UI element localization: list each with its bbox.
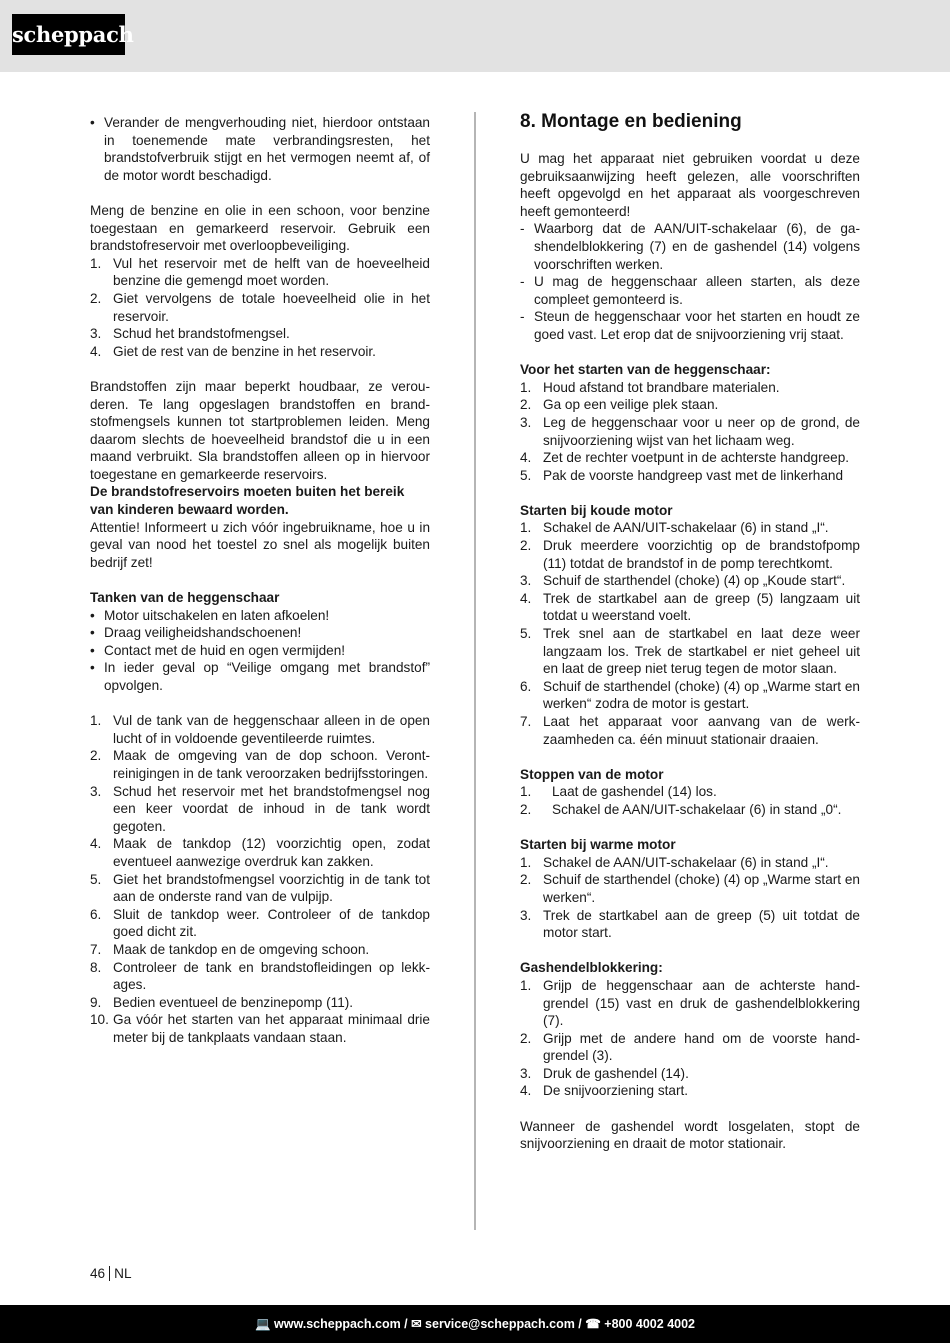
footer-contact-bar [0, 1305, 950, 1343]
list-item: 9. Bedien eventueel de benzinepomp (11). [90, 994, 354, 1010]
paragraph-mixing: Meng de benzine en olie in een schoon, voor benzine toegestaan en gemarkeerd reservoir. Gebruik een brandstofreservoir met overloopbeveiliging. [90, 202, 430, 254]
list-item: 3. Druk de gashendel (14). [520, 1065, 689, 1081]
list-item: 2. Grijp met de andere hand om de voorste handgrendel (3). [520, 1030, 860, 1064]
voor-starten-list [520, 379, 860, 485]
column-divider [474, 112, 476, 1230]
list-item: 4. De snijvoorziening start. [520, 1083, 689, 1099]
list-item: 4. Zet de rechter voetpunt in de achterste handgreep. [520, 450, 850, 466]
heading-warme-motor: Starten bij warme motor [520, 837, 676, 853]
language-code: NL [114, 1266, 132, 1281]
list-item: 4. Giet de rest van de benzine in het reservoir. [90, 343, 376, 359]
list-item: • Contact met de huid en ogen vermijden! [90, 642, 346, 658]
list-item: 2. Schuif de starthendel (choke) (4) op „Warme start en werken“. [520, 872, 860, 905]
list-item: 2. Druk meerdere voorzichtig op de brandstofpomp (11) totdat de brandstof in de pomp terechtkomt. [520, 538, 860, 571]
list-item: 5. Pak de voorste handgreep vast met de linkerhand [520, 467, 844, 483]
list-item: 1. Laat de gashendel (14) los. [520, 784, 717, 800]
right-column [520, 111, 860, 1153]
list-item: - Steun de heggenschaar voor het starten en houdt ze goed vast. Let erop dat de snijvoorziening vrij staat. [520, 309, 860, 342]
list-item: 1. Vul het reservoir met de helft van de hoeveelheid benzine die gemengd moet worden. [90, 255, 430, 289]
footer-contact: 💻 www.scheppach.com / ✉ service@scheppach.com / ☎ +800 4002 4002 [255, 1317, 695, 1331]
bullet-item [90, 114, 430, 184]
heading-tanken: Tanken van de heggenschaar [90, 590, 280, 606]
list-item: 1. Vul de tank van de heggenschaar alleen in de open lucht of in voldoende geventileerde ruimtes. [90, 713, 430, 746]
heading-stoppen: Stoppen van de motor [520, 766, 664, 782]
list-item: 1. Houd afstand tot brandbare materialen. [520, 379, 780, 395]
list-item: 8. Controleer de tank en brandstofleidingen op lekkages. [90, 959, 430, 993]
koude-motor-list [520, 519, 860, 748]
list-item: 5. Trek snel aan de startkabel en laat deze weer langzaam los. Trek de startkabel er niet geheel uit en laat de greep niet terug tegen de motor slaan. [520, 626, 860, 677]
paragraph-intro: U mag het apparaat niet gebruiken voordat u deze gebruiksaanwijzing heeft gelezen, alle voorschriften heeft opgevolgd en het apparaat als voorgeschreven heeft gemonteerd! [520, 151, 860, 219]
list-item: 3. Trek de startkabel aan de greep (5) uit totdat de motor start. [520, 907, 860, 941]
mixing-steps-list [90, 255, 430, 361]
list-item: 2. Schakel de AAN/UIT-schakelaar (6) in stand „0“. [520, 801, 842, 817]
stoppen-list [520, 783, 860, 818]
left-column [90, 114, 430, 1046]
warme-motor-list [520, 854, 860, 942]
heading-koude-motor: Starten bij koude motor [520, 502, 673, 518]
list-item: • In ieder geval op “Veilige omgang met brandstof” opvolgen. [90, 660, 430, 693]
section-title: 8. Montage en bediening [520, 111, 742, 132]
page-number [90, 1265, 132, 1283]
tanken-bullets [90, 607, 430, 695]
page-header [0, 0, 950, 72]
paragraph-outro: Wanneer de gashendel wordt losgelaten, stopt de snijvoorziening en draait de motor stationair. [520, 1118, 860, 1152]
list-item: 7. Maak de tankdop en de omgeving schoon. [90, 941, 370, 957]
list-item: 2. Giet vervolgens de totale hoeveelheid olie in het reservoir. [90, 290, 430, 324]
list-item: 1. Schakel de AAN/UIT-schakelaar (6) in stand „I“. [520, 854, 829, 870]
bullet-text: Verander de mengverhouding niet, hierdoor ontstaan in toenemende mate verbrandingsresten, het brandstofverbruik stijgt en het vermogen neemt af, of de motor wordt beschadigd. [104, 115, 430, 183]
list-item: 2. Maak de omgeving van de dop schoon. Verontreinigingen in de tank veroorzaken bedrijfsstoringen. [90, 748, 430, 781]
list-item: 3. Schud het reservoir met het brandstofmengsel nog een keer voordat de inhoud in de tank wordt gegoten. [90, 783, 430, 834]
heading-voor-starten: Voor het starten van de heggenschaar: [520, 362, 771, 378]
list-item: 2. Ga op een veilige plek staan. [520, 397, 719, 413]
list-item: 4. Maak de tankdop (12) voorzichtig open, zodat eventueel aanwezige overdruk kan zakken. [90, 836, 430, 869]
paragraph-attention: Attentie! Informeert u zich vóór ingebruikname, hoe u in geval van nood het toestel zo snel als mogelijk buiten bedrijf zet! [90, 519, 430, 570]
list-item: 6. Schuif de starthendel (choke) (4) op „Warme start en werken“ zodra de motor is gestart. [520, 678, 860, 712]
list-item: 1. Grijp de heggenschaar aan de achterste handgrendel (15) vast en druk de gashendelblokkering (7). [520, 977, 860, 1029]
list-item: 1. Schakel de AAN/UIT-schakelaar (6) in stand „I“. [520, 520, 829, 536]
paragraph-storage: Brandstoffen zijn maar beperkt houdbaar, ze verouderen. Te lang opgeslagen brandstoffen en brandstofmengsels kunnen tot startproblemen leiden. Meng daarom slechts de hoeveelheid brandstof die u in een maand verbruikt. Sla brandstoffen alleen op in hiervoor toegestane en gemarkeerde reservoirs. [90, 378, 430, 482]
list-item: 3. Schud het brandstofmengsel. [90, 326, 290, 342]
list-item: - Waarborg dat de AAN/UIT-schakelaar (6), de gashendelblokkering (7) en de gashendel (14) volgens voorschriften werken. [520, 221, 860, 272]
dash-list [520, 220, 860, 343]
page-number-value: 46 [90, 1266, 106, 1281]
list-item: 3. Schuif de starthendel (choke) (4) op „Koude start“. [520, 573, 846, 589]
list-item: 10. Ga vóór het starten van het apparaat minimaal drie meter bij de tankplaats vandaan staan. [90, 1012, 430, 1045]
page-number-separator [109, 1266, 110, 1281]
heading-gashendelblokkering: Gashendelblokkering: [520, 960, 663, 976]
list-item: 7. Laat het apparaat voor aanvang van de werkzaamheden ca. één minuut stationair draaien. [520, 714, 860, 747]
list-item: 4. Trek de startkabel aan de greep (5) langzaam uit totdat u weerstand voelt. [520, 590, 860, 624]
scheppach-logo: scheppach [12, 14, 125, 55]
list-item: - U mag de heggenschaar alleen starten, als deze compleet gemonteerd is. [520, 274, 860, 307]
list-item: • Draag veiligheidshandschoenen! [90, 625, 302, 641]
bullet-marker: • [90, 115, 95, 130]
list-item: 3. Leg de heggenschaar voor u neer op de grond, de snijvoorziening wijst van het lichaam weg. [520, 414, 860, 448]
warning-children: De brandstofreservoirs moeten buiten het bereik van kinderen bewaard worden. [90, 484, 405, 518]
list-item: 5. Giet het brandstofmengsel voorzichtig in de tank tot aan de onderste rand van de vulpijp. [90, 871, 430, 905]
list-item: • Motor uitschakelen en laten afkoelen! [90, 607, 330, 623]
tanken-steps-list [90, 712, 430, 1046]
list-item: 6. Sluit de tankdop weer. Controleer of de tankdop goed dicht zit. [90, 906, 430, 940]
gashendel-list [520, 977, 860, 1100]
